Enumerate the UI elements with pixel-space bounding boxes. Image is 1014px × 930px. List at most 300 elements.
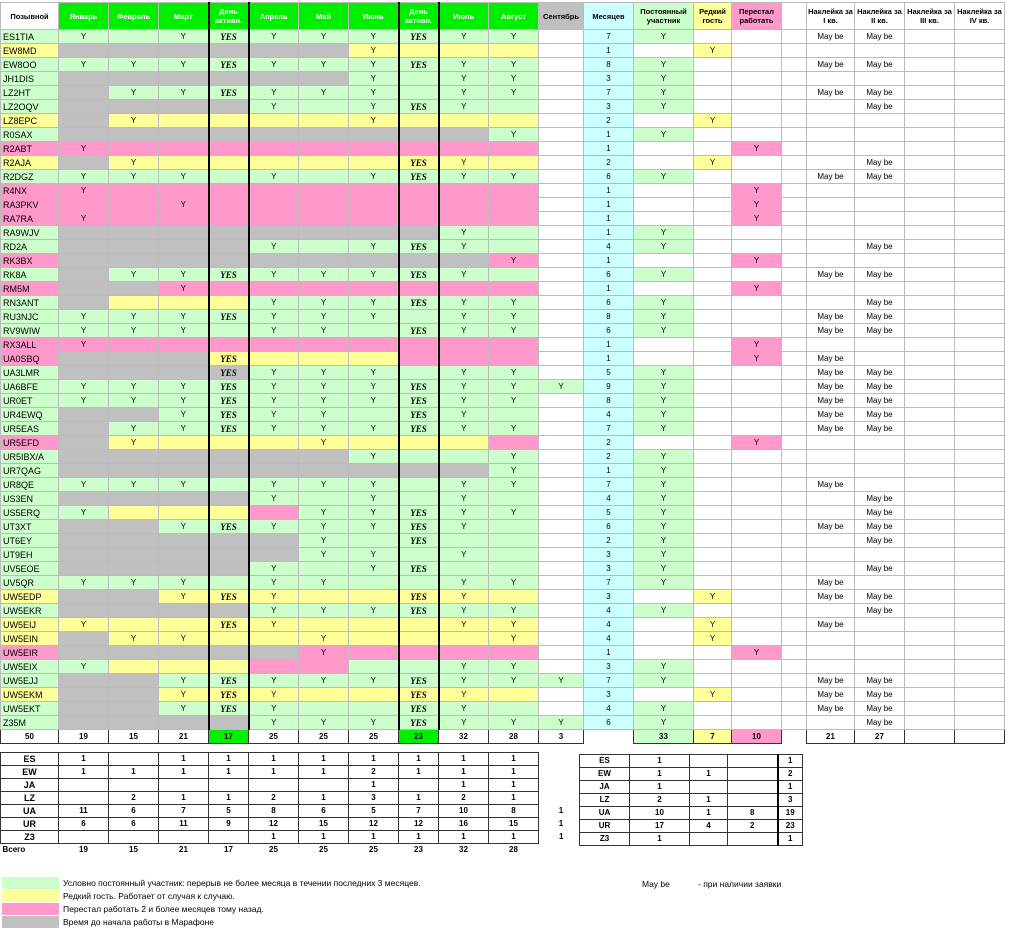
marathon-table [0,2,1005,744]
table-cell: Y [349,366,399,380]
table-cell [349,128,399,142]
table-cell [955,240,1005,254]
table-cell: Y [249,310,299,324]
table-row [1,324,1005,338]
table-cell [694,646,732,660]
table-cell [905,198,955,212]
callsign-cell: UW5EIX [1,660,59,674]
table-cell [399,618,439,632]
table-cell [399,478,439,492]
callsign-cell: UR4EWQ [1,408,59,422]
table-cell: Y [439,576,489,590]
table-cell: Y [299,716,349,730]
table-cell [209,450,249,464]
table-cell [855,142,905,156]
table-cell: 1 [584,646,634,660]
table-cell [855,212,905,226]
summary-cell: 7 [159,805,209,818]
table-cell [349,352,399,366]
table-cell: Y [634,58,694,72]
table-cell: Y [249,324,299,338]
table-cell [955,492,1005,506]
table-cell [855,198,905,212]
table-cell [955,142,1005,156]
table-cell: 6 [584,268,634,282]
table-cell [349,212,399,226]
table-cell [855,44,905,58]
callsign-cell: R2ABT [1,142,59,156]
table-cell [955,44,1005,58]
table-cell [439,44,489,58]
callsign-cell: RD2A [1,240,59,254]
table-cell [782,548,807,562]
table-cell: Y [249,58,299,72]
table-cell [694,184,732,198]
table-cell [955,114,1005,128]
table-cell [905,352,955,366]
table-cell [109,674,159,688]
table-cell: Y [349,422,399,436]
summary-cell: 1 [439,766,489,779]
table-cell [299,142,349,156]
callsign-cell: RK8A [1,268,59,282]
table-cell [489,408,539,422]
table-cell [807,506,855,520]
column-header: Июнь [349,3,399,30]
legend-item [2,877,962,889]
table-cell: YES [399,422,439,436]
table-cell: May be [807,310,855,324]
table-cell [782,212,807,226]
table-cell: Y [109,422,159,436]
table-cell [807,562,855,576]
table-cell [539,198,584,212]
table-cell [807,632,855,646]
table-cell [109,562,159,576]
legend-text: Перестал работать 2 и более месяцев тому назад. [63,904,264,914]
table-cell [955,716,1005,730]
summary-cell: 1 [439,753,489,766]
table-cell: Y [249,590,299,604]
table-cell [299,660,349,674]
table-cell: Y [634,296,694,310]
table-cell [732,44,782,58]
status-summary-row [580,794,803,807]
summary-cell: 1 [489,753,539,766]
callsign-cell: UW5EIR [1,646,59,660]
table-cell [905,408,955,422]
table-cell: Y [634,226,694,240]
column-header: Наклейка за III кв. [905,3,955,30]
table-cell [694,464,732,478]
table-cell: Y [349,520,399,534]
table-cell: May be [807,366,855,380]
table-cell: May be [807,520,855,534]
table-cell [905,450,955,464]
table-cell: Y [349,240,399,254]
table-cell: Y [439,422,489,436]
table-cell: YES [209,380,249,394]
table-cell [489,534,539,548]
table-cell: Y [249,408,299,422]
legend-item [2,903,962,915]
legend-swatch [2,903,59,915]
table-cell: Y [634,604,694,618]
table-cell [59,464,109,478]
table-cell: Y [439,688,489,702]
total-cell: 10 [732,730,782,744]
table-cell: Y [299,604,349,618]
table-row [1,254,1005,268]
callsign-cell: R2AJA [1,156,59,170]
table-cell [439,450,489,464]
table-cell: Y [299,394,349,408]
table-cell [349,324,399,338]
callsign-cell: EW8MD [1,44,59,58]
table-cell [399,492,439,506]
table-cell [634,198,694,212]
table-cell [489,688,539,702]
status-summary-cell [690,833,728,846]
table-row [1,296,1005,310]
table-cell [782,492,807,506]
table-cell: Y [634,534,694,548]
table-cell: Y [489,128,539,142]
table-cell [955,548,1005,562]
summary-cell: 2 [349,766,399,779]
table-cell: Y [489,86,539,100]
legend-text: Редкий гость. Работает от случая к случаю. [63,891,235,901]
table-cell [489,156,539,170]
total-cell: 3 [539,730,584,744]
table-cell [807,142,855,156]
table-cell: Y [439,702,489,716]
table-cell: Y [634,170,694,184]
table-cell [399,44,439,58]
summary-cell: 1 [489,831,539,844]
table-cell: Y [299,646,349,660]
table-cell: Y [299,506,349,520]
table-cell [905,296,955,310]
table-cell [955,646,1005,660]
table-cell [732,170,782,184]
table-cell: Y [109,380,159,394]
table-cell [109,408,159,422]
table-cell: Y [489,72,539,86]
summary-status-table [579,754,803,846]
table-cell [159,660,209,674]
table-cell [694,436,732,450]
column-header: Перестал работать [732,3,782,30]
table-cell [694,170,732,184]
table-cell [855,660,905,674]
summary-cell: 1 [399,766,439,779]
summary-row [1,792,584,805]
table-cell [955,408,1005,422]
table-cell [732,660,782,674]
total-cell: 32 [439,730,489,744]
table-cell [159,184,209,198]
table-cell: Y [732,198,782,212]
table-cell: Y [439,674,489,688]
table-cell [539,436,584,450]
table-cell [349,436,399,450]
table-cell: 1 [584,282,634,296]
table-cell [782,352,807,366]
table-cell: Y [489,366,539,380]
table-cell: 3 [584,688,634,702]
summary-total-cell: 25 [269,845,278,854]
table-cell: May be [855,702,905,716]
table-cell: May be [855,30,905,44]
table-cell [109,590,159,604]
table-row [1,408,1005,422]
table-cell: Y [159,170,209,184]
summary-cell: 3 [349,792,399,805]
summary-cell: 1 [299,766,349,779]
table-cell: Y [159,408,209,422]
table-cell: Y [249,296,299,310]
table-cell [694,674,732,688]
table-cell [694,534,732,548]
table-cell: 7 [584,30,634,44]
table-cell [807,492,855,506]
table-cell: Y [159,324,209,338]
table-cell: Y [349,30,399,44]
table-cell [399,310,439,324]
table-cell [489,240,539,254]
table-cell [905,170,955,184]
table-cell: Y [249,240,299,254]
table-cell: Y [349,58,399,72]
status-summary-row [580,781,803,794]
table-cell [489,338,539,352]
table-cell [955,702,1005,716]
table-cell [159,296,209,310]
table-cell [399,338,439,352]
total-cell: 27 [855,730,905,744]
callsign-cell: RM5M [1,282,59,296]
table-cell: Y [489,296,539,310]
table-cell: 7 [584,86,634,100]
table-cell [782,310,807,324]
table-cell [634,646,694,660]
table-cell: Y [299,380,349,394]
table-cell [539,30,584,44]
summary-prefix: JA [1,779,59,792]
table-cell: Y [249,702,299,716]
table-cell [955,688,1005,702]
table-cell [782,296,807,310]
table-cell [59,632,109,646]
table-cell: May be [855,324,905,338]
table-cell [539,688,584,702]
table-cell: May be [855,688,905,702]
table-row [1,380,1005,394]
table-cell [59,240,109,254]
table-cell [399,226,439,240]
table-cell: Y [439,72,489,86]
table-cell: Y [634,562,694,576]
table-cell: Y [249,520,299,534]
table-cell: Y [109,170,159,184]
table-cell: Y [249,688,299,702]
table-cell: 3 [584,660,634,674]
summary-cell: 1 [439,831,489,844]
callsign-cell: RK3BX [1,254,59,268]
table-row [1,30,1005,44]
table-cell: Y [249,100,299,114]
table-cell: Y [732,142,782,156]
table-cell [732,618,782,632]
table-cell [399,142,439,156]
table-cell [955,478,1005,492]
table-cell [159,506,209,520]
column-header: Март [159,3,209,30]
summary-total-cell: 19 [79,845,88,854]
summary-cell [159,831,209,844]
table-cell: Y [159,478,209,492]
table-cell: 3 [584,562,634,576]
status-summary-cell: 23 [778,820,803,833]
table-row [1,492,1005,506]
table-cell [905,30,955,44]
table-cell: 3 [584,72,634,86]
table-cell [782,142,807,156]
table-cell [694,240,732,254]
table-cell [539,660,584,674]
table-cell [732,72,782,86]
table-cell: Y [299,478,349,492]
table-cell [694,86,732,100]
table-cell [489,436,539,450]
column-header: Август [489,3,539,30]
table-cell [955,58,1005,72]
summary-cell: 6 [59,818,109,831]
summary-cell: 10 [439,805,489,818]
table-cell [349,142,399,156]
table-cell: 3 [584,100,634,114]
table-cell: Y [439,660,489,674]
table-cell: Y [349,450,399,464]
callsign-cell: LZ2HT [1,86,59,100]
table-cell: 3 [584,548,634,562]
table-cell [159,226,209,240]
table-cell [782,464,807,478]
table-cell [955,30,1005,44]
summary-cell: 15 [489,818,539,831]
table-cell [399,282,439,296]
table-cell [539,58,584,72]
table-cell [349,198,399,212]
table-cell: YES [209,366,249,380]
table-cell [694,366,732,380]
table-cell: Y [489,478,539,492]
table-cell [955,632,1005,646]
table-cell: Y [249,86,299,100]
summary-cell: 2 [249,792,299,805]
table-cell: Y [349,394,399,408]
table-cell [349,254,399,268]
table-cell [782,380,807,394]
table-row [1,184,1005,198]
table-cell [955,184,1005,198]
table-row [1,548,1005,562]
table-cell: Y [634,478,694,492]
table-cell [955,618,1005,632]
table-cell: YES [209,310,249,324]
status-summary-cell: 1 [778,755,803,768]
table-cell [694,30,732,44]
column-header [782,3,807,30]
table-cell [489,100,539,114]
table-cell: May be [807,58,855,72]
table-cell: YES [399,506,439,520]
table-cell: Y [109,114,159,128]
table-cell [539,324,584,338]
table-cell: Y [694,688,732,702]
table-cell [489,492,539,506]
table-cell [109,548,159,562]
table-cell [539,72,584,86]
summary-total-cell: 32 [459,845,468,854]
table-cell: Y [349,114,399,128]
callsign-cell: UR5EFD [1,436,59,450]
table-row [1,436,1005,450]
table-cell [439,338,489,352]
status-summary-cell: 1 [630,781,690,794]
table-cell [159,128,209,142]
summary-cell: 1 [558,806,564,815]
table-cell: May be [855,380,905,394]
table-cell [807,450,855,464]
table-cell [59,716,109,730]
table-cell [209,296,249,310]
table-cell [109,254,159,268]
table-cell: YES [399,296,439,310]
table-cell: Y [489,506,539,520]
table-cell: Y [489,30,539,44]
header-row [1,3,1005,30]
table-cell [905,478,955,492]
table-cell [782,338,807,352]
table-cell [539,296,584,310]
table-cell [539,310,584,324]
table-cell [732,240,782,254]
summary-cell: 12 [349,818,399,831]
table-cell [634,338,694,352]
column-header: Наклейка за I кв. [807,3,855,30]
table-cell [159,436,209,450]
table-cell [109,240,159,254]
table-cell [782,674,807,688]
table-cell [855,338,905,352]
table-cell: May be [807,86,855,100]
callsign-cell: R0SAX [1,128,59,142]
summary-cell: 1 [489,766,539,779]
table-cell: YES [399,100,439,114]
table-cell: 3 [584,590,634,604]
table-cell: Y [299,86,349,100]
table-cell: May be [807,352,855,366]
table-cell [905,254,955,268]
table-cell [109,688,159,702]
table-cell: YES [399,268,439,282]
table-cell [694,226,732,240]
table-cell [905,240,955,254]
callsign-cell: UT9EH [1,548,59,562]
table-cell [109,702,159,716]
